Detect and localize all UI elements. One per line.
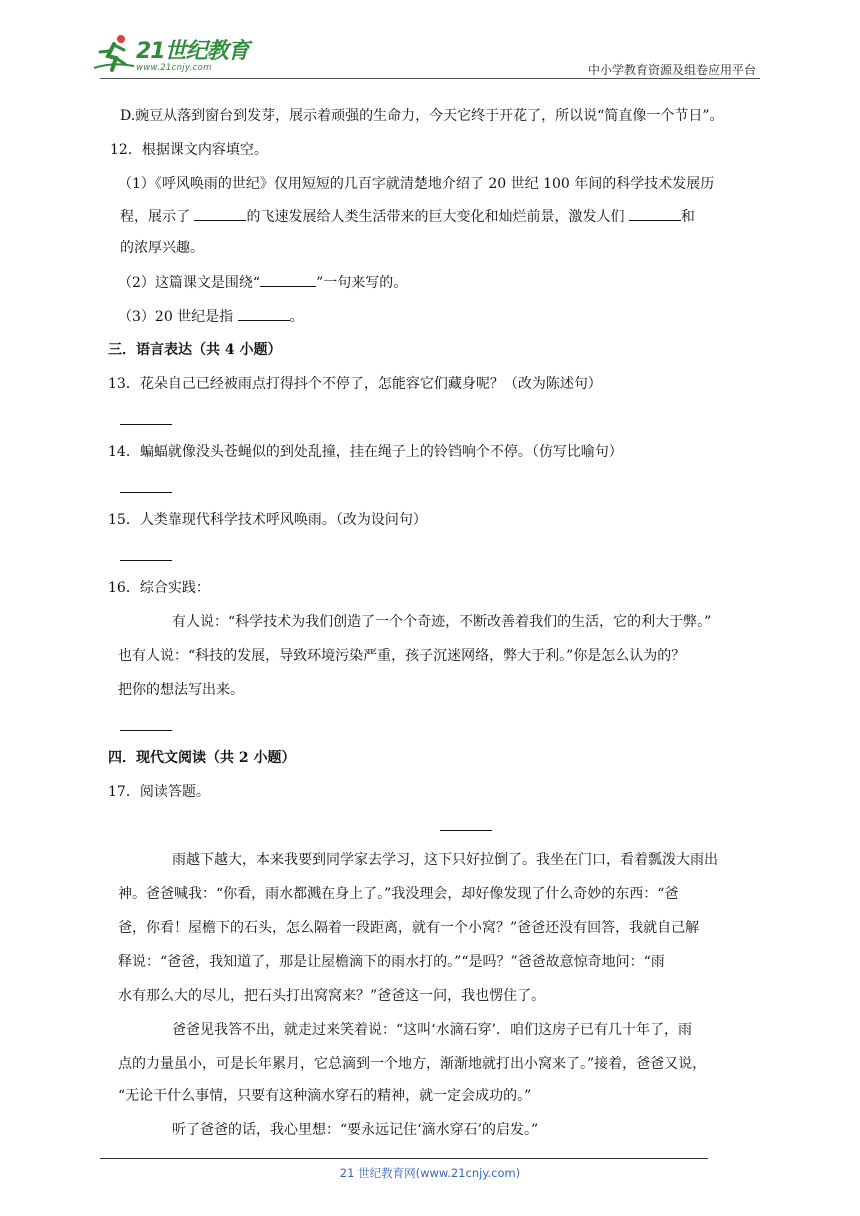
question-14: 14．蝙蝠就像没头苍蝇似的到处乱撞，挂在绳子上的铃铛响个不停。（仿写比喻句） xyxy=(108,444,623,460)
q16-paragraph-line3: 把你的想法写出来。 xyxy=(118,682,244,698)
passage-p2-line1: 爸爸见我答不出，就走过来笑着说：“这叫‘水滴石穿’．咱们这房子已有几十年了，雨 xyxy=(172,1022,693,1038)
answer-blank[interactable] xyxy=(260,272,316,287)
answer-line[interactable] xyxy=(120,730,172,731)
q12-part1-line3: 的浓厚兴趣。 xyxy=(120,240,204,256)
page-header xyxy=(0,0,860,82)
q12-part1-text-a: 程，展示了 xyxy=(120,209,195,225)
answer-line[interactable] xyxy=(120,424,172,425)
footer-link[interactable]: 21 世纪教育网(www.21cnjy.com) xyxy=(339,1166,521,1180)
passage-p1-line3: 爸，你看！屋檐下的石头，怎么隔着一段距离，就有一个小窝？”爸爸还没有回答，我就自己解 xyxy=(118,920,700,936)
answer-blank[interactable] xyxy=(238,306,290,321)
question-13: 13．花朵自己已经被雨点打得抖个不停了，怎能容它们藏身呢？（改为陈述句） xyxy=(108,376,602,392)
logo-text: 21世纪教育 xyxy=(136,39,249,64)
q12-part2-text-b: ”一句来写的。 xyxy=(316,275,408,291)
q12-part2-text-a: （2）这篇课文是围绕“ xyxy=(118,275,261,291)
passage-p1-line5: 水有那么大的尽儿，把石头打出窝窝来？”爸爸这一问，我也愣住了。 xyxy=(118,988,546,1004)
passage-p3: 听了爸爸的话，我心里想：“要永远记住‘滴水穿石’的启发。” xyxy=(172,1122,539,1138)
header-divider xyxy=(100,78,760,79)
passage-p1-line1: 雨越下越大，本来我要到同学家去学习，这下只好拉倒了。我坐在门口，看着瓢泼大雨出 xyxy=(172,852,718,868)
q16-paragraph-line1: 有人说：“科学技术为我们创造了一个个奇迹，不断改善着我们的生活，它的利大于弊。” xyxy=(172,614,712,630)
passage-p2-line2: 点的力量虽小，可是长年累月，它总滴到一个地方，渐渐地就打出小窝来了。”接着，爸爸又说， xyxy=(118,1056,707,1072)
q12-part3-text-a: （3）20 世纪是指 xyxy=(118,309,238,325)
question-12: 12．根据课文内容填空。 xyxy=(110,142,268,158)
q12-part3-text-b: 。 xyxy=(289,309,304,325)
header-tagline: 中小学教育资源及组卷应用平台 xyxy=(587,63,756,77)
section-heading-3: 三．语言表达（共 4 小题） xyxy=(108,342,282,358)
answer-line[interactable] xyxy=(120,560,172,561)
q12-part1-text-b: 的飞速发展给人类生活带来的巨大变化和灿烂前景，激发人们 xyxy=(246,209,629,225)
q16-paragraph-line2: 也有人说：“科技的发展，导致环境污染严重，孩子沉迷网络，弊大于利。”你是怎么认为的？ xyxy=(118,648,686,664)
q12-part1-line2 xyxy=(120,206,695,227)
section-heading-4: 四．现代文阅读（共 2 小题） xyxy=(108,750,296,766)
question-17: 17．阅读答题。 xyxy=(108,784,210,800)
runner-logo-icon xyxy=(92,32,136,76)
passage-p1-line2: 神。爸爸喊我：“你看，雨水都溅在身上了。”我没理会，却好像发现了什么奇妙的东西：“爸 xyxy=(118,886,679,902)
q12-part2 xyxy=(118,272,407,293)
q12-part1-line1: （1）《呼风唤雨的世纪》仅用短短的几百字就清楚地介绍了 20 世纪 100 年间的科学技术发展历 xyxy=(118,176,715,192)
q12-part1-text-c: 和 xyxy=(680,209,695,225)
site-logo xyxy=(92,30,257,78)
passage-p2-line3: “无论干什么事情，只要有这种滴水穿石的精神，就一定会成功的。” xyxy=(118,1088,532,1104)
option-d: D.豌豆从落到窗台到发芽，展示着顽强的生命力，今天它终于开花了，所以说“简直像一个节日”。 xyxy=(120,108,724,124)
title-blank[interactable] xyxy=(440,830,492,831)
question-15: 15．人类靠现代科学技术呼风唤雨。（改为设问句） xyxy=(108,512,427,528)
answer-blank[interactable] xyxy=(629,206,681,221)
footer-divider xyxy=(100,1158,708,1159)
passage-p1-line4: 释说：“爸爸，我知道了，那是让屋檐滴下的雨水打的。”“是吗？”爸爸故意惊奇地问：“雨 xyxy=(118,954,665,970)
logo-url: www.21cnjy.com xyxy=(136,63,212,73)
answer-blank[interactable] xyxy=(194,206,246,221)
answer-line[interactable] xyxy=(120,492,172,493)
question-16: 16．综合实践： xyxy=(108,580,210,596)
q12-part3 xyxy=(118,306,304,327)
